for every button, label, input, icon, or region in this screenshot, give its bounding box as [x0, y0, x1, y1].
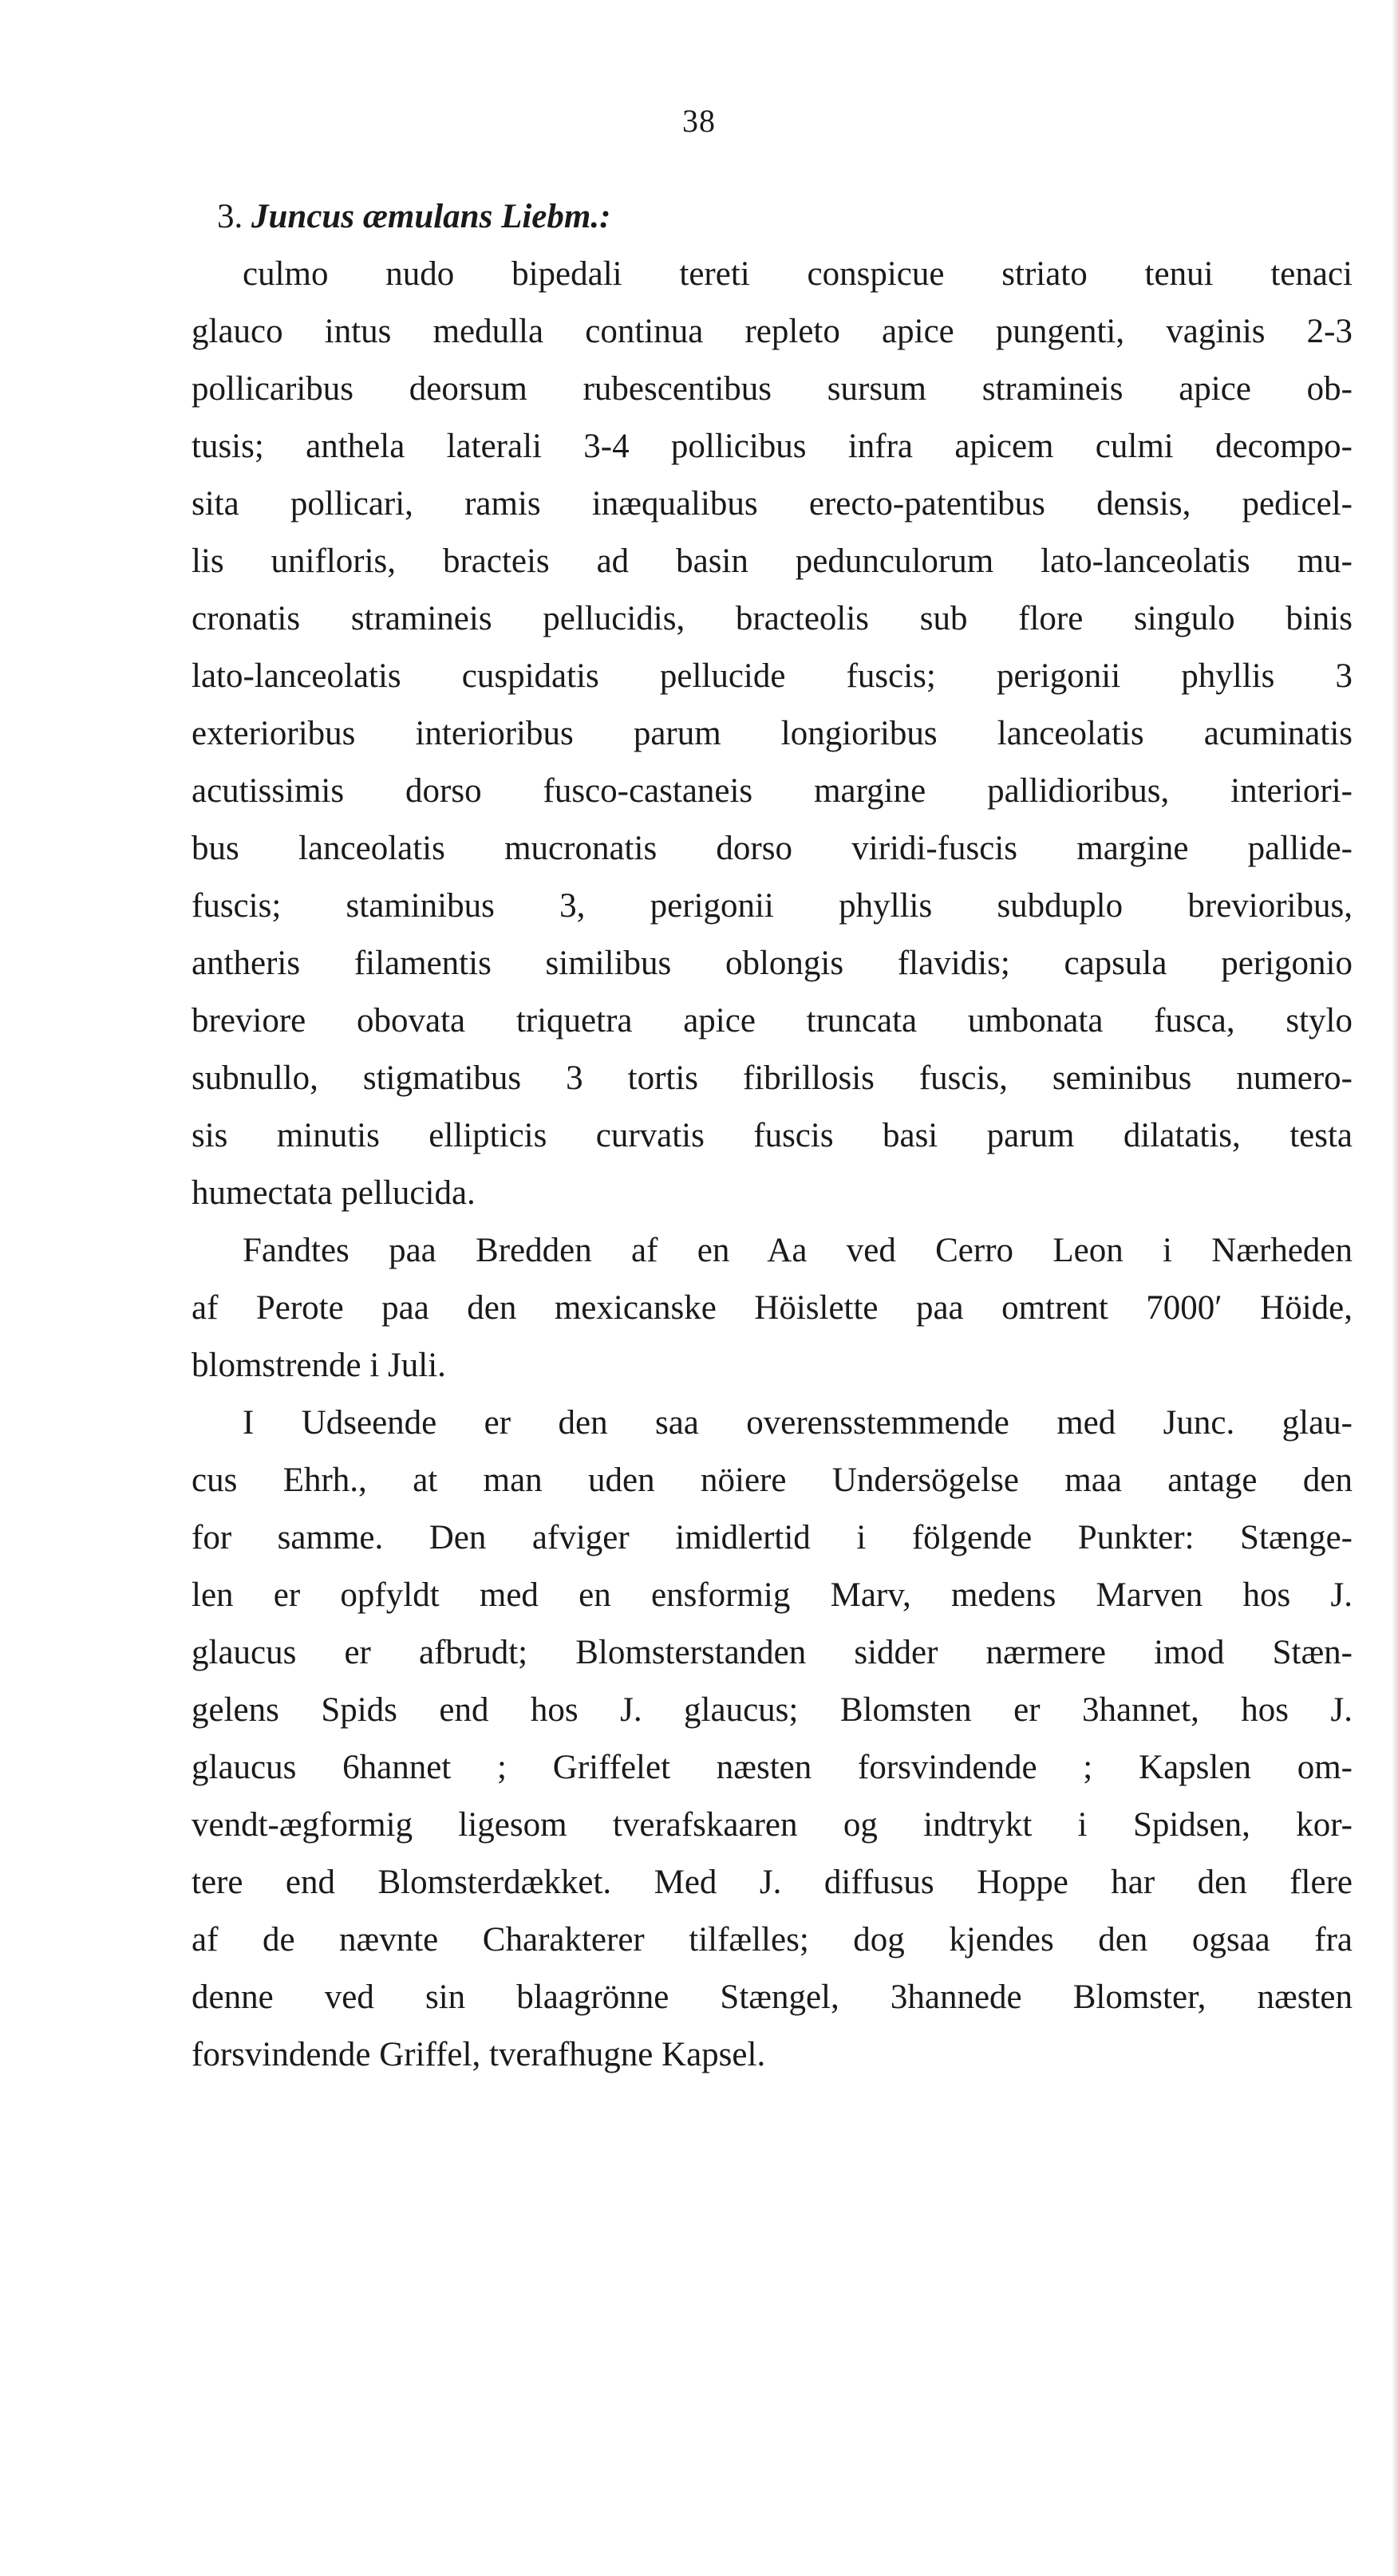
entry-number: 3. [217, 198, 243, 235]
text-line: bus lanceolatis mucronatis dorso viridi-fuscis margine pallide- [192, 830, 1353, 867]
text-line: glauco intus medulla continua repleto apice pungenti, vaginis 2-3 [192, 313, 1353, 350]
text-line: tusis; anthela laterali 3-4 pollicibus infra apicem culmi decompo- [192, 428, 1353, 465]
text-line: pollicaribus deorsum rubescentibus sursum stramineis apice ob- [192, 370, 1353, 408]
text-line: cronatis stramineis pellucidis, bracteolis sub flore singulo binis [192, 600, 1353, 637]
text-line: cus Ehrh., at man uden nöiere Undersögelse maa antage den [192, 1462, 1353, 1499]
species-heading [192, 188, 1353, 246]
text-line: af Perote paa den mexicanske Höislette paa omtrent 7000′ Höide, [192, 1289, 1353, 1327]
text-line: denne ved sin blaagrönne Stængel, 3hannede Blomster, næsten [192, 1978, 1353, 2016]
text-line: I Udseende er den saa overensstemmende med Junc. glau- [243, 1404, 1353, 1442]
text-line: culmo nudo bipedali tereti conspicue striato tenui tenaci [243, 255, 1353, 293]
locality-paragraph [192, 1222, 1353, 1395]
text-line: vendt-ægformig ligesom tverafskaaren og indtrykt i Spidsen, kor- [192, 1806, 1353, 1844]
text-line: antheris filamentis similibus oblongis flavidis; capsula perigonio [192, 945, 1353, 982]
text-line: glaucus 6hannet ; Griffelet næsten forsvindende ; Kapslen om- [192, 1749, 1353, 1786]
discussion-paragraph [192, 1395, 1353, 2084]
text-line: breviore obovata triquetra apice truncata umbonata fusca, stylo [192, 1002, 1353, 1039]
text-line: sis minutis ellipticis curvatis fuscis basi parum dilatatis, testa [192, 1117, 1353, 1154]
species-name: Juncus æmulans Liebm.: [251, 198, 611, 235]
text-line: sita pollicari, ramis inæqualibus erecto-patentibus densis, pedicel- [192, 485, 1353, 523]
page-number: 38 [682, 103, 716, 139]
text-line: gelens Spids end hos J. glaucus; Blomsten er 3hannet, hos J. [192, 1691, 1353, 1729]
species-entry [192, 188, 1353, 2084]
text-line: exterioribus interioribus parum longioribus lanceolatis acuminatis [192, 715, 1353, 752]
text-line: lato-lanceolatis cuspidatis pellucide fuscis; perigonii phyllis 3 [192, 657, 1353, 695]
text-line: Fandtes paa Bredden af en Aa ved Cerro Leon i Nærheden [243, 1232, 1353, 1269]
text-line: len er opfyldt med en ensformig Marv, medens Marven hos J. [192, 1576, 1353, 1614]
text-line: humectata pellucida. [192, 1174, 476, 1212]
text-line: forsvindende Griffel, tverafhugne Kapsel. [192, 2036, 766, 2073]
text-line: glaucus er afbrudt; Blomsterstanden sidder nærmere imod Stæn- [192, 1634, 1353, 1671]
text-line: fuscis; staminibus 3, perigonii phyllis subduplo brevioribus, [192, 887, 1353, 925]
text-line: tere end Blomsterdækket. Med J. diffusus Hoppe har den flere [192, 1864, 1353, 1901]
text-line: blomstrende i Juli. [192, 1347, 446, 1384]
text-line: subnullo, stigmatibus 3 tortis fibrillosis fuscis, seminibus numero- [192, 1059, 1353, 1097]
latin-description [192, 246, 1353, 1222]
page-edge-shadow [1392, 0, 1398, 2576]
text-line: af de nævnte Charakterer tilfælles; dog kjendes den ogsaa fra [192, 1921, 1353, 1959]
text-line: lis unifloris, bracteis ad basin pedunculorum lato-lanceolatis mu- [192, 542, 1353, 580]
text-line: acutissimis dorso fusco-castaneis margine pallidioribus, interiori- [192, 772, 1353, 810]
text-line: for samme. Den afviger imidlertid i fölgende Punkter: Stænge- [192, 1519, 1353, 1556]
